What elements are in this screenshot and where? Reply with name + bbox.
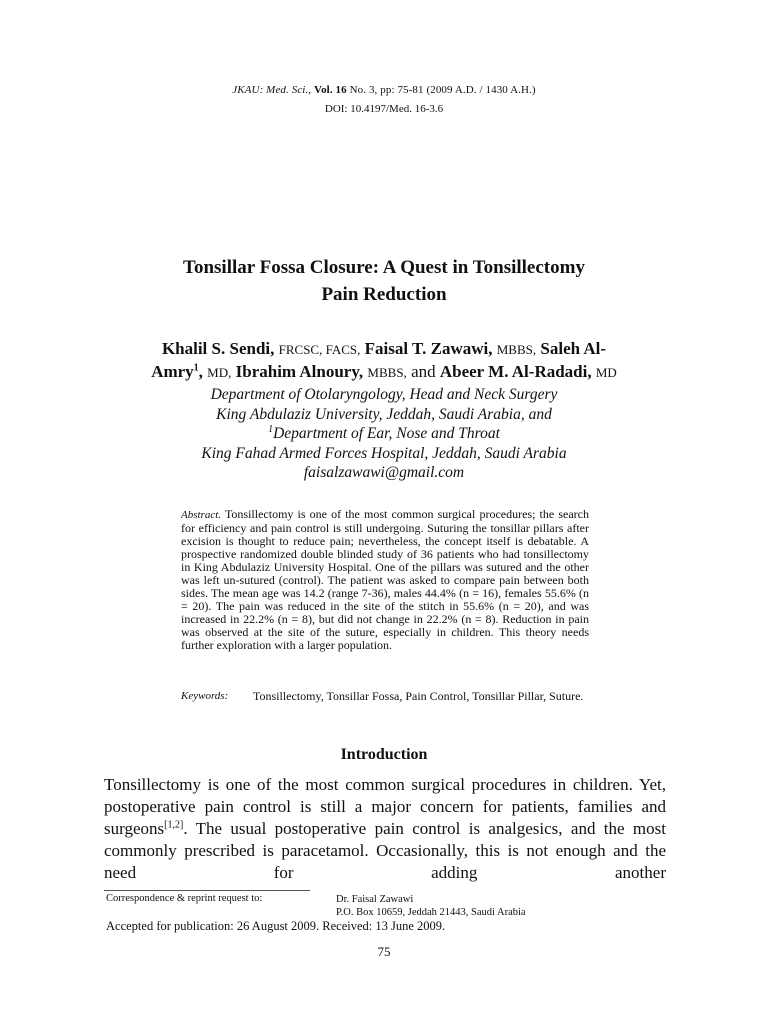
author-name: Amry — [151, 362, 194, 381]
author-degree: FRCSC, FACS, — [278, 342, 361, 357]
author-degree: MBBS, — [496, 342, 537, 357]
affiliation-line: King Abdulaziz University, Jeddah, Saudi Arabia, and — [216, 405, 552, 423]
journal-issue: No. 3, pp: 75-81 (2009 A.D. / 1430 A.H.) — [349, 84, 536, 96]
correspondence-address — [336, 893, 526, 919]
correspondence-name: Dr. Faisal Zawawi — [336, 894, 414, 905]
affiliations — [110, 385, 658, 483]
abstract-text: Tonsillectomy is one of the most common surgical procedures; the search for efficiency and pain control is still undergoing. Suturing the tonsillar pillars after excision is thought to reduce pain; nevertheless, the concept itself is debatable. A prospective randomized double blinded study of 36 patients who had tonsillectomy in King Abdulaziz University Hospital. One of the pillars was sutured and the other was left un-sutured (control). The patient was asked to compare pain between both sides. The mean age was 14.2 (range 7-36), males 44.4% (n = 16), females 55.6% (n = 20). The pain was reduced in the site of the stitch in 55.6% (n = 20), and was increased in 22.2% (n = 8), but did not change in 22.2% (n = 8). Reduction in pain was observed at the site of the suture, especially in children. This theory needs further exploration with a larger population. — [181, 507, 589, 652]
affiliation-line: King Fahad Armed Forces Hospital, Jeddah, Saudi Arabia — [201, 444, 567, 462]
publication-dates: Accepted for publication: 26 August 2009. Received: 13 June 2009. — [106, 919, 446, 933]
author-degree: MD — [595, 365, 617, 380]
author-name: Saleh Al- — [540, 339, 607, 358]
keywords — [181, 689, 589, 704]
section-heading: Introduction — [340, 746, 428, 763]
introduction-paragraph: Tonsillectomy is one of the most common surgical procedures in children. Yet, postoperative pain control is still a major concern for patients, families and surgeons[1,2]. The usual postoperative pain control is analgesics, and the most commonly prescribed is paracetamol. Occasionally, this is not enough and the need for adding another — [104, 775, 666, 882]
author-conjunction: and — [411, 362, 436, 381]
journal-citation — [0, 84, 768, 96]
keywords-text: Tonsillectomy, Tonsillar Fossa, Pain Control, Tonsillar Pillar, Suture. — [253, 689, 584, 703]
doi: DOI: 10.4197/Med. 16-3.6 — [324, 103, 444, 115]
title-line-2: Pain Reduction — [321, 284, 447, 305]
page-number: 75 — [377, 944, 391, 959]
abstract — [181, 508, 589, 652]
author-name: Khalil S. Sendi, — [161, 339, 275, 358]
author-name: Faisal T. Zawawi, — [364, 339, 493, 358]
correspondence-label: Correspondence & reprint request to: — [106, 893, 263, 904]
author-degree: MBBS, — [367, 365, 407, 380]
affiliation-mark: 1 — [268, 423, 274, 435]
article-title — [110, 254, 658, 308]
author-separator: , — [198, 362, 203, 381]
journal-name: JKAU: Med. Sci., — [232, 84, 312, 96]
author-degree: MD, — [207, 365, 232, 380]
author-name: Ibrahim Alnoury, — [235, 362, 364, 381]
author-name: Abeer M. Al-Radadi, — [439, 362, 592, 381]
affiliation-line: $^1$Department of Ear, Nose and Throat — [268, 423, 500, 442]
contact-email[interactable]: faisalzawawi@gmail.com — [303, 464, 465, 481]
citation-reference[interactable]: [1,2] — [164, 819, 184, 831]
title-line-1: Tonsillar Fossa Closure: A Quest in Tonsillectomy — [183, 257, 585, 278]
affiliation-line: Department of Otolaryngology, Head and Neck Surgery — [210, 386, 558, 403]
journal-volume: Vol. 16 — [314, 84, 347, 96]
abstract-label: Abstract. — [181, 509, 222, 521]
author-affiliation-mark: 1 — [193, 362, 199, 374]
correspondence-postal: P.O. Box 10659, Jeddah 21443, Saudi Arabia — [336, 907, 526, 918]
author-list — [110, 338, 658, 384]
footnote-divider — [104, 890, 310, 891]
keywords-label: Keywords: — [181, 690, 229, 702]
